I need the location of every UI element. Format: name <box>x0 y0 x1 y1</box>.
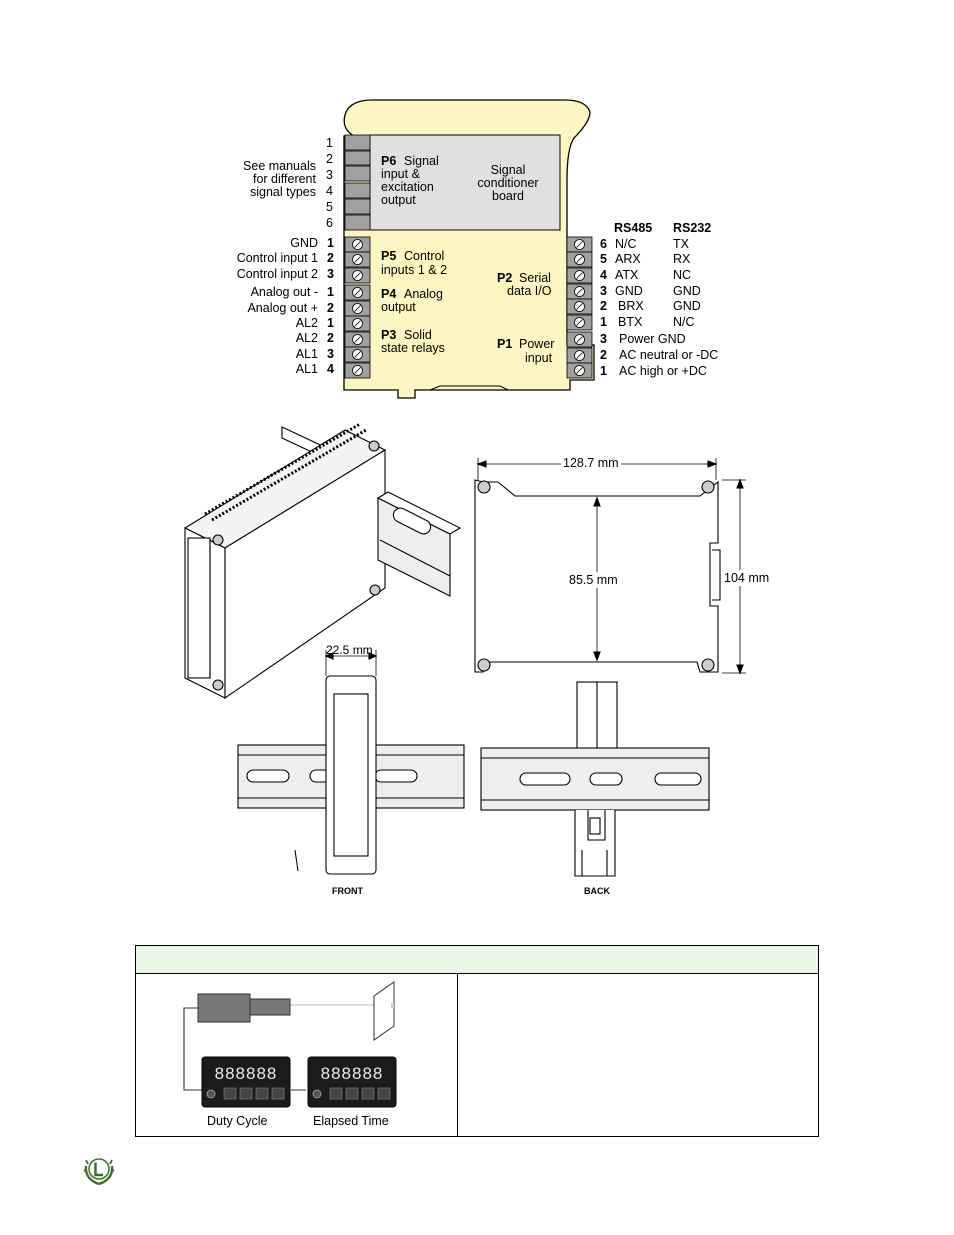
p2-pin-rs232-4: NC <box>673 268 692 282</box>
rs232-header: RS232 <box>673 221 712 235</box>
meter-left <box>202 1057 290 1107</box>
meter-right-power-icon <box>313 1090 321 1098</box>
meter-left-key-4 <box>272 1088 284 1099</box>
p6-label-1: Signal <box>404 154 439 168</box>
p6-pin-1: 1 <box>326 136 333 150</box>
p4-code: P4 <box>381 287 397 301</box>
p2-label-2: data I/O <box>507 284 552 298</box>
p1-pin-desc-2: AC neutral or -DC <box>619 348 719 362</box>
back-view-caption: BACK <box>584 886 610 896</box>
p5-pin-num-2: 2 <box>327 251 334 265</box>
meter-right-caption: Elapsed Time <box>313 1114 389 1128</box>
board-label-1: Signal <box>490 163 526 177</box>
p6-note-line-2: for different <box>252 172 316 186</box>
p5-pin-num-1: 1 <box>327 236 334 250</box>
rs485-header: RS485 <box>614 221 653 235</box>
meter-right-key-2 <box>346 1088 358 1099</box>
meter-left-power-icon <box>207 1090 215 1098</box>
p3-pin-num-2: 2 <box>327 331 334 345</box>
p2-pin-num-4: 4 <box>600 268 607 282</box>
target-reflector <box>374 982 394 1040</box>
meter-right <box>308 1057 396 1107</box>
p6-pin-6: 6 <box>326 216 333 230</box>
left-screw-terminals <box>345 237 370 378</box>
p1-code: P1 <box>497 337 513 351</box>
p3-pin-name-4: AL1 <box>295 362 318 376</box>
p6-pin-5: 5 <box>326 200 333 214</box>
p5-pin-name-2: Control input 1 <box>236 251 318 265</box>
p2-pin-rs485-5: ARX <box>615 252 641 266</box>
meter-left-key-1 <box>224 1088 236 1099</box>
p1-label-2: input <box>525 351 553 365</box>
p5-pin-num-3: 3 <box>327 267 334 281</box>
table-cell-right <box>457 973 819 1137</box>
dim-depth-label: 22.5 mm <box>326 643 373 657</box>
p4-pin-num-1: 1 <box>327 285 334 299</box>
table-header-row <box>135 945 819 974</box>
p6-note-line-3: signal types <box>249 185 316 199</box>
meter-illustration <box>136 974 456 1136</box>
right-screw-terminals <box>567 237 592 378</box>
back-view-drawing <box>481 682 709 876</box>
p2-pin-rs232-1: N/C <box>673 315 695 329</box>
side-view-drawing <box>475 458 746 673</box>
p2-pin-rs485-6: N/C <box>615 237 637 251</box>
p1-pin-desc-1: AC high or +DC <box>619 364 707 378</box>
dim-inner-height-label: 85.5 mm <box>569 573 618 587</box>
wiring-diagram <box>0 0 954 410</box>
meter-left-display: 888888 <box>214 1064 278 1083</box>
p1-pin-desc-3: Power GND <box>619 332 686 346</box>
meter-left-key-2 <box>240 1088 252 1099</box>
company-logo-icon <box>82 1153 116 1187</box>
p3-label-1: Solid <box>404 328 432 342</box>
p4-label-1: Analog <box>404 287 443 301</box>
p6-code: P6 <box>381 154 397 168</box>
p1-pin-num-1: 1 <box>600 364 607 378</box>
p2-pin-num-5: 5 <box>600 252 607 266</box>
p2-pin-rs232-6: TX <box>673 237 689 251</box>
front-view-caption: FRONT <box>332 886 363 896</box>
p4-pin-name-2: Analog out + <box>247 301 318 315</box>
p5-code: P5 <box>381 249 397 263</box>
p6-label-3: excitation <box>381 180 434 194</box>
sensor-nose <box>250 999 290 1015</box>
meter-left-caption: Duty Cycle <box>207 1114 268 1128</box>
p4-label-2: output <box>381 300 416 314</box>
dim-height-label: 104 mm <box>724 571 770 585</box>
meter-right-key-3 <box>362 1088 374 1099</box>
p6-note-line-1: See manuals <box>243 159 316 173</box>
p2-pin-rs485-1: BTX <box>618 315 643 329</box>
p6-pin-2: 2 <box>326 152 333 166</box>
meter-right-display: 888888 <box>320 1064 384 1083</box>
p2-pin-rs232-2: GND <box>673 299 701 313</box>
p6-pin-4: 4 <box>326 184 333 198</box>
p2-pin-num-2: 2 <box>600 299 607 313</box>
p2-pin-rs485-3: GND <box>615 284 643 298</box>
p1-pin-num-3: 3 <box>600 332 607 346</box>
p6-label-4: output <box>381 193 416 207</box>
dim-width-label: 128.7 mm <box>563 456 619 470</box>
p1-label-1: Power <box>519 337 555 351</box>
board-label-3: board <box>492 189 524 203</box>
p2-pin-rs485-4: ATX <box>615 268 639 282</box>
p4-pin-name-1: Analog out - <box>250 285 318 299</box>
p6-label-2: input & <box>381 167 420 181</box>
p2-pin-rs232-5: RX <box>673 252 691 266</box>
p5-label-1: Control <box>404 249 445 263</box>
meter-right-key-4 <box>378 1088 390 1099</box>
p2-pin-num-1: 1 <box>600 315 607 329</box>
mechanical-drawings <box>0 410 954 910</box>
meter-left-key-3 <box>256 1088 268 1099</box>
p3-pin-name-3: AL1 <box>295 347 318 361</box>
p2-pin-num-3: 3 <box>600 284 607 298</box>
p3-pin-num-1: 1 <box>327 316 334 330</box>
p2-label-1: Serial <box>519 271 551 285</box>
p4-pin-num-2: 2 <box>327 301 334 315</box>
p3-code: P3 <box>381 328 397 342</box>
board-label-2: conditioner <box>477 176 539 190</box>
p5-label-2: inputs 1 & 2 <box>381 263 448 277</box>
p2-pin-rs485-2: BRX <box>618 299 644 313</box>
p3-pin-name-1: AL2 <box>295 316 318 330</box>
front-view-drawing <box>238 650 464 874</box>
p6-pin-3: 3 <box>326 168 333 182</box>
p2-pin-rs232-3: GND <box>673 284 701 298</box>
p3-pin-num-3: 3 <box>327 347 334 361</box>
enclosure-outline <box>0 0 954 410</box>
p2-pin-num-6: 6 <box>600 237 607 251</box>
p1-pin-num-2: 2 <box>600 348 607 362</box>
p5-pin-name-1: GND <box>290 236 318 250</box>
p2-code: P2 <box>497 271 513 285</box>
p5-pin-name-3: Control input 2 <box>236 267 318 281</box>
p3-pin-name-2: AL2 <box>295 331 318 345</box>
meter-right-key-1 <box>330 1088 342 1099</box>
p3-label-2: state relays <box>381 341 445 355</box>
sensor-body <box>198 994 250 1022</box>
p3-pin-num-4: 4 <box>327 362 334 376</box>
